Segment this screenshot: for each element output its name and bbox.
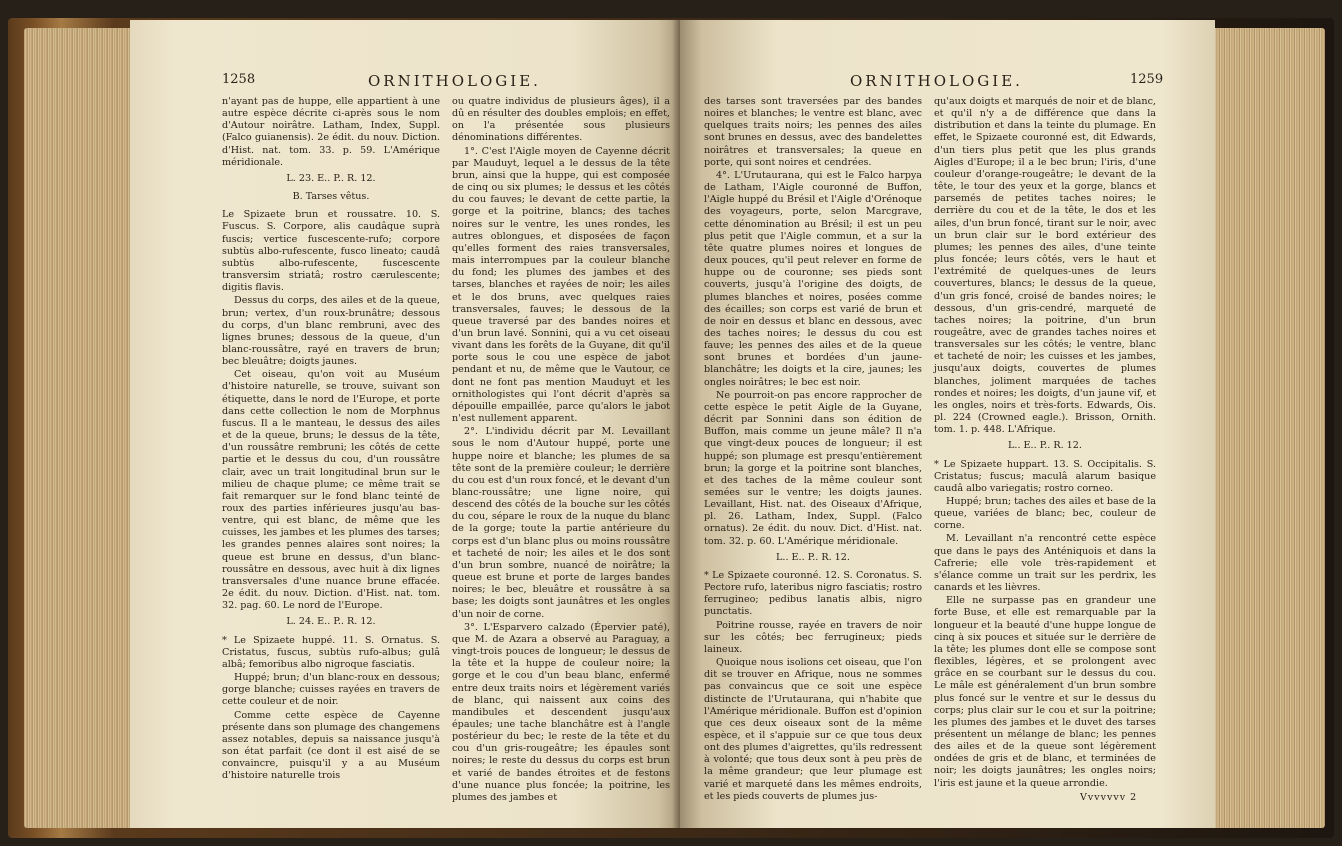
paragraph: Huppé; brun; taches des ailes et base de la queue, variées de blanc; bec, couleur de corne.	[934, 496, 1156, 532]
signature-mark: Vvvvvvv 2	[1080, 792, 1138, 803]
paragraph: des tarses sont traversées par des bandes noires et blanches; le ventre est blanc, avec quelques traits noirs; les pennes des ailes sont brunes en dessus, avec des bandelettes noirâtres et transversales; la queue en porte, qui sont noires et cendrées.	[704, 96, 922, 168]
page-edges-right	[1210, 28, 1325, 828]
text-column-1	[222, 96, 440, 783]
running-head: ORNITHOLOGIE.	[850, 72, 1023, 90]
measure-line: L. 24. E.. P.. R. 12.	[286, 616, 376, 628]
measure-line: L.. E.. P.. R. 12.	[776, 551, 850, 563]
running-head: ORNITHOLOGIE.	[368, 72, 541, 90]
paragraph: ou quatre individus de plusieurs âges), il a dû en résulter des doubles emplois; en effet, on l'a présentée sous plusieurs dénominations différentes.	[452, 96, 670, 144]
section-heading: B. Tarses vêtus.	[292, 191, 370, 203]
page-edges-left	[24, 28, 134, 828]
left-page	[130, 20, 680, 828]
paragraph: 4°. L'Urutaurana, qui est le Falco harpya de Latham, l'Aigle couronné de Buffon, l'Aigle huppé du Brésil et l'Aigle d'Orénoque des voyageurs, porte, selon Marcgrave, cette dénomination au Brésil; il est un peu plus petit que l'Aigle commun, et a sur la tête quatre plumes noires et longues de deux pouces, qu'il peut relever en forme de huppe ou de couronne; ses pieds sont couverts, jusqu'à l'origine des doigts, de plumes blanches et noires, posées comme des écailles; son corps est varié de brun et de noir en dessus et blanc en dessous, avec des taches noires; le dessus du cou est fauve; les pennes des ailes et de la queue sont brunes et bordées d'un jaune-blanchâtre; les doigts et la cire, jaunes; les ongles noirâtres; le bec est noir.	[704, 169, 922, 388]
paragraph: Elle ne surpasse pas en grandeur une forte Buse, et elle est remarquable par la longueur et la beauté d'une huppe longue de cinq à six pouces et située sur le derrière de la tête; les plumes dont elle se compose sont flexibles, légères, et se prolongent avec grâce en se courbant sur le dessus du cou. Le mâle est généralement d'un brun sombre plus foncé sur le ventre et sur le dessus du corps; plus clair sur le cou et sur la poitrine; les plumes des jambes et le duvet des tarses présentent un mélange de blanc; les pennes des ailes et de la queue sont légèrement ondées de gris et de blanc, et terminées de noir; les doigts jaunâtres; les ongles noirs; l'iris est jaune et la queue arrondie.	[934, 595, 1156, 789]
paragraph: qu'aux doigts et marqués de noir et de blanc, et qu'il n'y a de différence que dans la distribution et dans la teinte du plumage. En effet, le Spizaete couronné est, dit Edwards, d'un tiers plus petit que les plus grands Aigles d'Europe; il a le bec brun; l'iris, d'une couleur d'orange-rougeâtre; le devant de la tête, le tour des yeux et la gorge, blancs et parsemés de petites taches noires; le derrière du cou et de la tête, le dos et les ailes, d'un brun foncé, tirant sur le noir, avec un brun clair sur le bord extérieur des plumes; les pennes des ailes, d'une teinte plus foncée; leurs côtés, vers le haut et l'extrémité de quelques-unes de leurs couvertures, blancs; le dessus de la queue, d'un gris foncé, croisé de bandes noires; le dessous, d'un gris-cendré, marqueté de taches noires; la poitrine, d'un brun rougeâtre, avec de grandes taches noires et transversales sur les côtés; le ventre, blanc et tacheté de noir; les cuisses et les jambes, jusqu'aux doigts, couvertes de plumes blanches, joliment marquées de taches rondes et noires; les doigts, d'un jaune vif, et les ongles, noirs et très-forts. Edwards, Ois. pl. 224 (Crowned eagle.). Brisson, Ornith. tom. 1. p. 448. L'Afrique.	[934, 96, 1156, 436]
paragraph: n'ayant pas de huppe, elle appartient à une autre espèce décrite ci-après sous le nom d'Autour noirâtre. Latham, Index, Suppl. (Falco guianensis). 2e édit. du nouv. Diction. d'Hist. nat. tom. 33. p. 59. L'Amérique méridionale.	[222, 96, 440, 168]
paragraph: Comme cette espèce de Cayenne présente dans son plumage des changemens assez notables, depuis sa naissance jusqu'à son état parfait (ce dont il est aisé de se convaincre, puisqu'il y a au Muséum d'histoire naturelle trois	[222, 709, 440, 782]
right-page	[680, 20, 1215, 828]
measure-line: L.. E.. P.. R. 12.	[1008, 440, 1082, 452]
paragraph: Ne pourroit-on pas encore rapprocher de cette espèce le petit Aigle de la Guyane, décrit par Sonnini dans son édition de Buffon, mais comme un jeune mâle? Il n'a que vingt-deux pouces de longueur; il est huppé; son plumage est presqu'entièrement brun; la gorge et la poitrine sont blanches, et des taches de la même couleur sont semées sur le ventre; les doigts jaunes. Levaillant, Hist. nat. des Oiseaux d'Afrique, pl. 26. Latham, Index, Suppl. (Falco ornatus). 2e édit. du nouv. Dict. d'Hist. nat. tom. 32. p. 60. L'Amérique méridionale.	[704, 389, 922, 547]
paragraph: Huppé; brun; d'un blanc-roux en dessous; gorge blanche; cuisses rayées en travers de cette couleur et de noir.	[222, 672, 440, 708]
page-number: 1258	[222, 72, 256, 87]
paragraph: Quoique nous isolions cet oiseau, que l'on dit se trouver en Afrique, nous ne sommes pas convaincus que ce soit une espèce distincte de l'Urutaurana, qui n'habite que l'Amérique méridionale. Buffon est d'opinion que ces deux oiseaux sont de la même espèce, et il s'appuie sur ce que tous deux ont des plumes d'aigrettes, qu'ils redressent à volonté; que tous deux sont à peu près de la même grandeur; que leur plumage est varié et marqueté dans les mêmes endroits, et les pieds couverts de plumes jus-	[704, 657, 922, 802]
text-column-2	[934, 96, 1156, 791]
text-column-1	[704, 96, 922, 804]
species-heading: * Le Spizaete huppart. 13. S. Occipitalis. S. Cristatus; fuscus; maculâ alarum basique caudâ albo variegatis; rostro corneo.	[934, 458, 1156, 494]
paragraph: 2°. L'individu décrit par M. Levaillant sous le nom d'Autour huppé, porte une huppe noire et blanche; les plumes de sa tête sont de la première couleur; le derrière du cou est d'un roux foncé, et le devant d'un blanc-roussâtre; une ligne noire, qui descend des côtés de la bouche sur les côtés du cou, sépare le roux de la nuque du blanc de la gorge; toute la partie antérieure du corps est d'un blanc plus ou moins roussâtre et tacheté de noir; les ailes et le dos sont d'un brun sombre, nuancé de noirâtre; la queue est brune et porte de larges bandes noires; le bec, bleuâtre et roussâtre à sa base; les doigts sont jaunâtres et les ongles d'un noir de corne.	[452, 426, 670, 620]
species-heading: * Le Spizaete huppé. 11. S. Ornatus. S. Cristatus, fuscus, subtùs rufo-albus; gulâ albâ; femoribus albo nigroque fasciatis.	[222, 634, 440, 670]
paragraph: Cet oiseau, qu'on voit au Muséum d'histoire naturelle, se trouve, suivant son étiquette, dans le nord de l'Europe, et porte dans cette collection le nom de Morphnus fuscus. Il a le manteau, le dessus des ailes et de la queue, bruns; le dessus de la tête, d'un roussâtre rembruni; les côtés de cette partie et le dessus du cou, d'un roussâtre clair, avec un trait longitudinal brun sur le milieu de chaque plume; ce même trait se fait remarquer sur le fond blanc teinté de roux des parties inférieures jusqu'au bas-ventre, qui est blanc, de même que les cuisses, les jambes et les plumes des tarses; les grandes pennes alaires sont noires; la queue est brune en dessus, d'un blanc-roussâtre en dessous, avec huit à dix lignes transversales d'une nuance brune effacée. 2e édit. du nouv. Diction. d'Hist. nat. tom. 32. pag. 60. Le nord de l'Europe.	[222, 369, 440, 612]
species-heading: * Le Spizaete couronné. 12. S. Coronatus. S. Pectore rufo, lateribus nigro fasciatis; rostro ferrugineo; pedibus lanatis albis, nigro punctatis.	[704, 569, 922, 618]
paragraph: Poitrine rousse, rayée en travers de noir sur les côtés; bec ferrugineux; pieds laineux.	[704, 619, 922, 655]
measure-line: L. 23. E.. P.. R. 12.	[286, 172, 376, 184]
species-heading: Le Spizaete brun et roussatre. 10. S. Fuscus. S. Corpore, alis caudâque suprà fuscis; vertice fuscescente-rufo; corpore subtùs albo-rufescente, fusco lineato; caudâ subtùs albo-rufescente, fuscescente transversim striatâ; rostro cærulescente; digitis flavis.	[222, 209, 440, 294]
paragraph: 1°. C'est l'Aigle moyen de Cayenne décrit par Mauduyt, lequel a le dessus de la tête brun, ainsi que la huppe, qui est composée de cinq ou six plumes; le dessus et les côtés du cou fauves; le devant de cette partie, la gorge et la poitrine, blancs; des taches noires sur le ventre, les unes rondes, les autres oblongues, et disposées de façon qu'elles forment des raies transversales, mais interrompues par la couleur blanche du fond; les plumes des jambes et des tarses, blanches et rayées de noir; les ailes et le dos bruns, avec quelques raies transversales, fauves; le dessous de la queue traversé par des bandes noires et d'un brun lavé. Sonnini, qui a vu cet oiseau vivant dans les forêts de la Guyane, dit qu'il porte sous le cou une espèce de jabot pendant et nu, de même que le Vautour, ce dont ne font pas mention Mauduyt et les ornithologistes qui l'ont décrit d'après sa dépouille empaillée, parce qu'alors le jabot n'est nullement apparent.	[452, 145, 670, 425]
page-number: 1259	[1130, 72, 1164, 87]
paragraph: 3°. L'Esparvero calzado (Épervier paté), que M. de Azara a observé au Paraguay, a vingt-trois pouces de longueur; le dessus de la tête et la huppe de couleur noire; la gorge et le cou d'un beau blanc, enfermé entre deux traits noirs et légèrement variés de blanc, qui naissent aux coins des mandibules et descendent jusqu'aux épaules; une tache blanchâtre est à l'angle postérieur du bec; le reste de la tête et du cou d'un gris-rougeâtre; les épaules sont noires; le reste du dessus du corps est brun et varié de bandes étroites et de festons d'une nuance plus foncée; la poitrine, les plumes des jambes et	[452, 621, 670, 803]
paragraph: M. Levaillant n'a rencontré cette espèce que dans le pays des Anténiquois et dans la Cafrerie; elle vole très-rapidement et s'élance comme un trait sur les perdrix, les canards et les lièvres.	[934, 533, 1156, 594]
paragraph: Dessus du corps, des ailes et de la queue, brun; vertex, d'un roux-brunâtre; dessous du corps, d'un blanc rembruni, avec des lignes brunes; dessous de la queue, d'un blanc-roussâtre, rayé en travers de brun; bec bleuâtre; doigts jaunes.	[222, 295, 440, 368]
text-column-2	[452, 96, 670, 805]
